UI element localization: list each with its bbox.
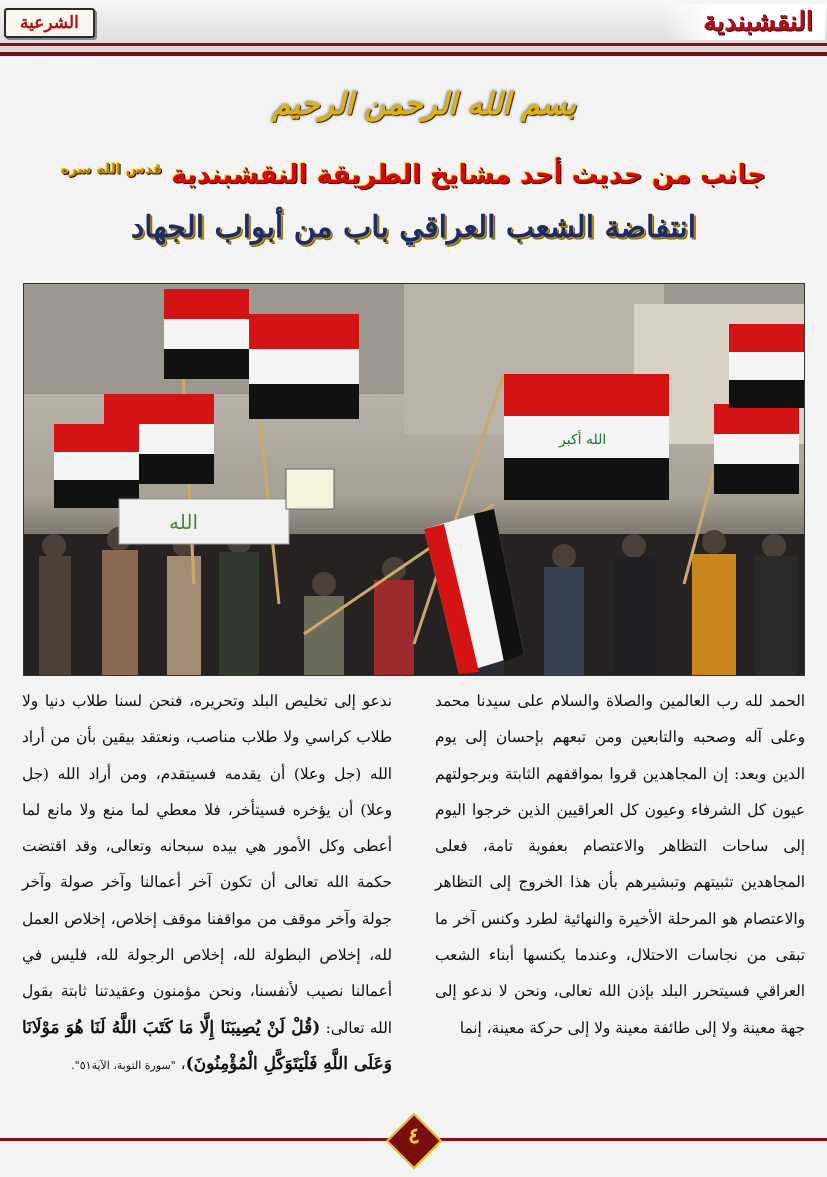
iraq-flag-6 [714,404,799,494]
article-column-right [435,683,805,1046]
iraq-flag-1 [164,289,249,379]
article-paragraph-right: الحمد لله رب العالمين والصلاة والسلام على سيدنا محمد وعلى آله وصحبه والتابعين ومن تبعهم بإحسان إلى يوم الدين وبعد: إن المجاهدين قروا بمواقفهم الثابتة وبرجولتهم عيون كل الشرفاء وعيون كل العراقيين الذين خرجوا اليوم إلى ساحات التظاهر والاعتصام بعفوية تامة، فعلى المجاهدين تثبيتهم وتبشيرهم بأن هذا الخروج إلى التظاهر والاعتصام هو المرحلة الأخيرة والنهائية لطرد وكنس آخر ما تبقى من نجاسات الاحتلال، وعندما يكنسها أبناء الشعب العراقي فسيتحرر البلد بإذن الله تعالى، ونحن لا ندعو إلى جهة معينة ولا إلى طائفة معينة ولا إلى حركة معينة، إنما [435,692,805,1037]
article-column-left [22,683,392,1084]
page-number-badge [386,1113,443,1170]
honorific-mark: قدس الله سره [60,161,163,178]
protest-sign [286,469,334,509]
quran-verse: (قُلْ لَنْ يُصِيبَنَا إِلَّا مَا كَتَبَ اللَّهُ لَنَا هُوَ مَوْلَانَا وَعَلَى اللَّهِ فَلْيَتَوَكَّلِ الْمُؤْمِنُونَ) [22,1017,392,1074]
iraq-flag-2 [249,314,359,419]
iraq-flag-4 [54,424,139,508]
iraq-flag-7 [729,324,804,408]
subtitle-text: جانب من حديث أحد مشايخ الطريقة النقشبندية [171,160,767,190]
basmala-calligraphy: بسم الله الرحمن الرحيم [271,87,577,122]
article-paragraph-left: ندعو إلى تخليص البلد وتحريره، فنحن لسنا طلاب دنيا ولا طلاب كراسي ولا طلاب مناصب، ونعتقد بيقين بأن من أراد الله (جل وعلا) أن يقدمه فسيتقدم، ومن أراد الله (جل وعلا) أن يؤخره فسيتأخر، فلا معطي لما منع ولا مانع لما أعطى وكل الأمور هي بيده سبحانه وتعالى، وقد اقتضت حكمة الله تعالى أن تكون آخر أعمالنا وآخر صولة وآخر جولة وآخر موقف من مواقفنا موقف إخلاص، إخلاص العمل لله، إخلاص البطولة لله، إخلاص الرجولة لله، فليس في أعمالنا نصيب لأنفسنا، ونحن مؤمنون وعقيدتنا ثابتة بقول الله تعالى: (قُلْ لَنْ يُصِيبَنَا إِلَّا مَا كَتَبَ اللَّهُ لَنَا هُوَ مَوْلَانَا وَعَلَى اللَّهِ فَلْيَتَوَكَّلِ الْمُؤْمِنُونَ)، "سورة التوبة، الآية٥١". [22,692,392,1074]
article-subtitle [0,160,827,190]
protest-photo [23,283,805,676]
protest-photo-illustration [24,284,804,675]
white-banner [119,499,289,544]
section-name: الشرعية [4,8,95,38]
magazine-name: النقشبندية [663,4,825,40]
verse-reference: "سورة التوبة، الآية٥١". [71,1058,176,1072]
header-rule [0,43,827,46]
flag-slogan-text: الله أكبر [559,432,607,448]
left-column-text: ندعو إلى تخليص البلد وتحريره، فنحن لسنا طلاب دنيا ولا طلاب كراسي ولا طلاب مناصب، ونعتقد بيقين بأن من أراد الله (جل وعلا) أن يقدمه فسيتقدم، ومن أراد الله (جل وعلا) أن يؤخره فسيتأخر، فلا معطي لما منع ولا مانع لما أعطى وكل الأمور هي بيده سبحانه وتعالى، وقد اقتضت حكمة الله تعالى أن تكون آخر أعمالنا وآخر صولة وآخر جولة وآخر موقف من مواقفنا موقف إخلاص، إخلاص العمل لله، إخلاص البطولة لله، إخلاص الرجولة لله، فليس في أعمالنا نصيب لأنفسنا، ونحن مؤمنون وعقيدتنا ثابتة بقول الله تعالى: [22,692,392,1037]
page-number: ٤ [408,1123,420,1149]
article-title: انتفاضة الشعب العراقي باب من أبواب الجهاد [130,210,697,245]
banner-text: الله [169,510,198,534]
